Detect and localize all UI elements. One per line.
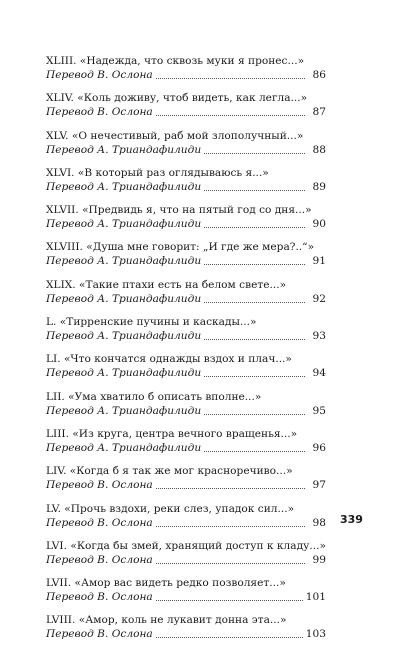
translator: Перевод В. Ослона <box>46 69 153 81</box>
toc-entry <box>46 278 326 315</box>
toc-entry <box>46 203 326 240</box>
translator: Перевод А. Триандафилиди <box>46 143 202 156</box>
dot-leader <box>204 264 305 265</box>
toc-entry <box>46 352 326 389</box>
translator: Перевод А. Триандафилиди <box>46 441 202 454</box>
page-number: 93 <box>312 330 326 343</box>
poem-title: XLVIII. «Душа мне говорит: „И где же мера?..“» <box>46 241 315 254</box>
translator: Перевод А. Триандафилиди <box>46 292 202 305</box>
translator-row <box>46 516 326 530</box>
poem-title: LVI. «Когда бы змей, хранящий доступ к кладу...» <box>46 539 326 552</box>
translator: Перевод В. Ослона <box>46 591 153 604</box>
dot-leader <box>156 637 303 638</box>
translator: Перевод В. Ослона <box>46 106 153 119</box>
page-number: 94 <box>312 367 326 380</box>
toc-entry <box>46 91 326 128</box>
translator-row <box>46 441 326 455</box>
page-number: 86 <box>312 69 326 81</box>
translator-row <box>46 366 326 380</box>
translator-row <box>46 105 326 119</box>
dot-leader <box>204 414 305 415</box>
toc-entry <box>46 539 326 576</box>
page-number: 97 <box>312 479 326 492</box>
folio-page-number: 339 <box>340 513 363 526</box>
page-number: 89 <box>312 180 326 193</box>
page-number: 99 <box>312 553 326 566</box>
poem-title: XLV. «О нечестивый, раб мой злополучный...» <box>46 129 304 142</box>
dot-leader <box>204 227 305 228</box>
dot-leader <box>156 563 305 564</box>
toc-entry <box>46 390 326 427</box>
translator-row <box>46 590 326 604</box>
page-number: 103 <box>305 628 326 641</box>
translator-row <box>46 143 326 157</box>
poem-title: LIV. «Когда б я так же мог красноречиво...» <box>46 465 293 478</box>
page-number: 91 <box>312 255 326 268</box>
translator-row <box>46 217 326 231</box>
translator: Перевод А. Триандафилиди <box>46 255 202 268</box>
toc-entry <box>46 502 326 539</box>
poem-title: L. «Тирренские пучины и каскады...» <box>46 316 257 329</box>
dot-leader <box>204 302 305 303</box>
dot-leader <box>156 115 305 116</box>
poem-title: XLIII. «Надежда, что сквозь муки я пронес...» <box>46 55 305 67</box>
translator-row <box>46 627 326 641</box>
page-number: 96 <box>312 441 326 454</box>
translator-row <box>46 292 326 306</box>
dot-leader <box>204 376 305 377</box>
dot-leader <box>204 451 305 452</box>
dot-leader <box>156 78 305 79</box>
poem-title: XLIV. «Коль доживу, чтоб видеть, как легла...» <box>46 92 308 105</box>
table-of-contents <box>46 54 326 651</box>
toc-entry <box>46 166 326 203</box>
translator-row <box>46 254 326 268</box>
toc-entry <box>46 315 326 352</box>
translator-row <box>46 404 326 418</box>
poem-title: LII. «Ума хватило б описать вполне...» <box>46 390 262 403</box>
poem-title: XLIX. «Такие птахи есть на белом свете...» <box>46 278 287 291</box>
translator-row <box>46 329 326 343</box>
page-number: 88 <box>312 143 326 156</box>
page-number: 92 <box>312 292 326 305</box>
dot-leader <box>156 600 303 601</box>
page-number: 90 <box>312 218 326 231</box>
toc-entry <box>46 613 326 650</box>
poem-title: LIII. «Из круга, центра вечного вращенья...» <box>46 427 298 440</box>
translator-row <box>46 478 326 492</box>
page-number: 95 <box>312 404 326 417</box>
translator: Перевод А. Триандафилиди <box>46 404 202 417</box>
poem-title: LV. «Прочь вздохи, реки слез, упадок сил...» <box>46 502 295 515</box>
translator: Перевод В. Ослона <box>46 479 153 492</box>
toc-entry <box>46 240 326 277</box>
toc-entry <box>46 464 326 501</box>
dot-leader <box>204 190 305 191</box>
dot-leader <box>156 488 305 489</box>
translator: Перевод В. Ослона <box>46 553 153 566</box>
page-number: 98 <box>312 516 326 529</box>
dot-leader <box>204 153 305 154</box>
poem-title: XLVII. «Предвидь я, что на пятый год со дня...» <box>46 204 312 217</box>
translator-row <box>46 553 326 567</box>
translator-row <box>46 180 326 194</box>
dot-leader <box>156 526 305 527</box>
poem-title: LVII. «Амор вас видеть редко позволяет...» <box>46 577 286 590</box>
translator: Перевод А. Триандафилиди <box>46 330 202 343</box>
poem-title: XLVI. «В который раз оглядываюсь я...» <box>46 166 269 179</box>
translator: Перевод В. Ослона <box>46 516 153 529</box>
poem-title: LVIII. «Амор, коль не лукавит донна эта...» <box>46 614 287 627</box>
toc-entry <box>46 54 326 91</box>
translator: Перевод А. Триандафилиди <box>46 218 202 231</box>
translator-row <box>46 68 326 82</box>
toc-entry <box>46 129 326 166</box>
poem-title: LI. «Что кончатся однажды вздох и плач...» <box>46 353 292 366</box>
translator: Перевод А. Триандафилиди <box>46 180 202 193</box>
translator: Перевод В. Ослона <box>46 628 153 641</box>
toc-entry <box>46 427 326 464</box>
translator: Перевод А. Триандафилиди <box>46 367 202 380</box>
page-number: 101 <box>305 591 326 604</box>
page-number: 87 <box>312 106 326 119</box>
dot-leader <box>204 339 305 340</box>
